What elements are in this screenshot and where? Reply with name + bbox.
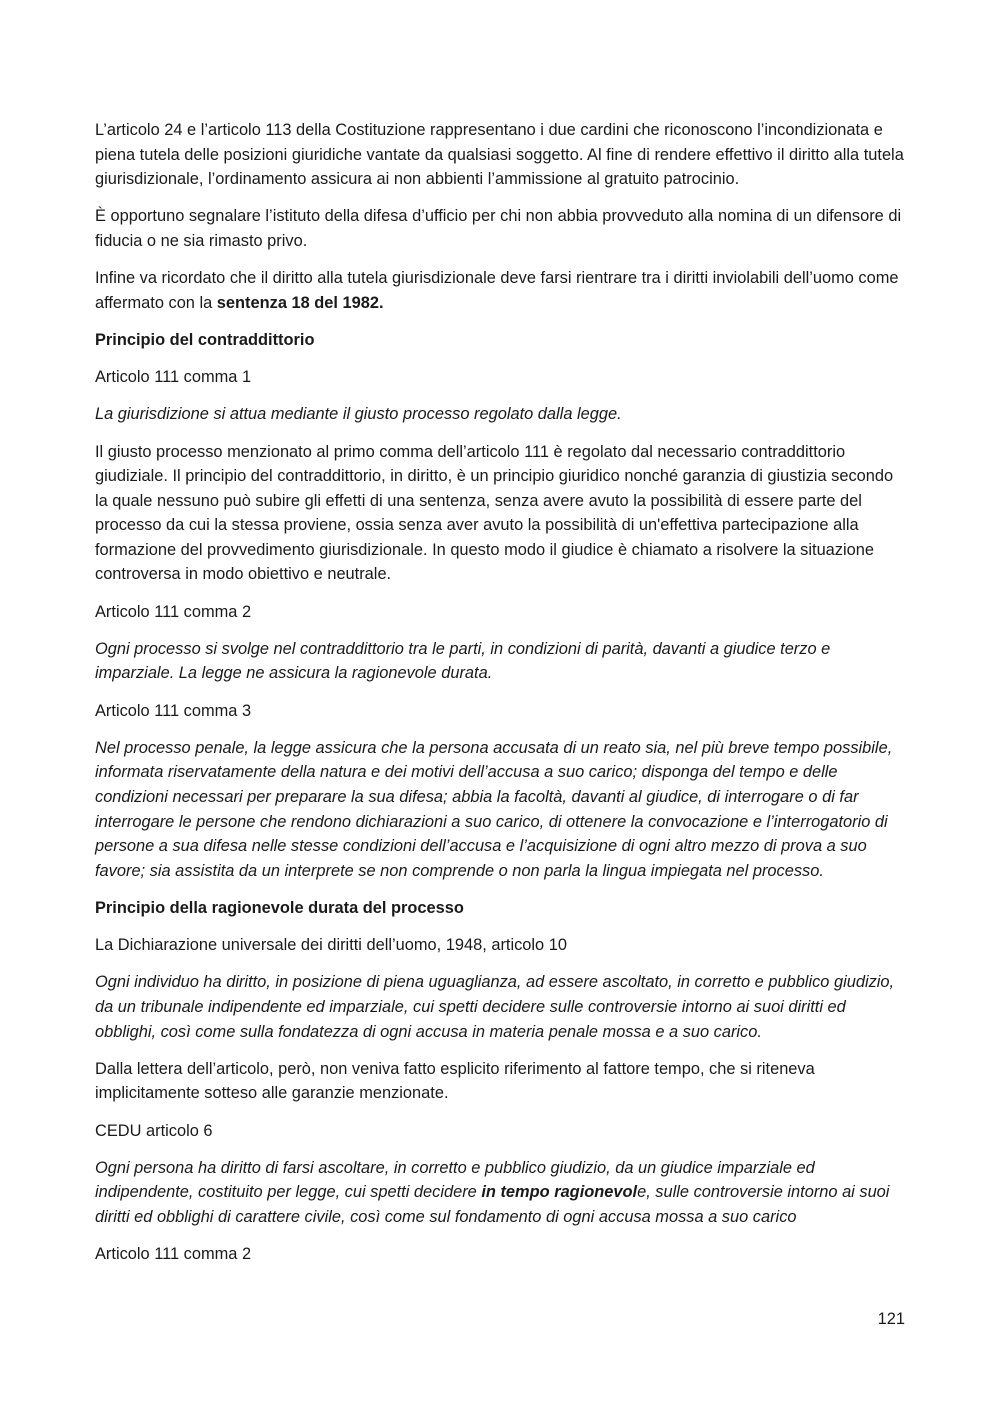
- text-segment: Articolo 111 comma 2: [95, 1245, 252, 1264]
- section-heading: [95, 896, 907, 921]
- paragraph: [95, 266, 907, 315]
- text-segment: Articolo 111 comma 3: [95, 701, 252, 720]
- quoted-text: [95, 970, 907, 1044]
- text-segment: Ogni processo si svolge nel contraddittorio tra le parti, in condizioni di parità, davanti a giudice terzo e imparziale. La legge ne assicura la ragionevole durata.: [95, 639, 831, 683]
- text-segment: Ogni persona ha diritto di farsi ascoltare, in corretto e pubblico giudizio, da un giudice imparziale ed indipendente, costituito per legge, cui spetti decidere: [95, 1158, 815, 1202]
- quoted-text: [95, 402, 907, 427]
- text-segment: Il giusto processo menzionato al primo comma dell’articolo 111 è regolato dal necessario contraddittorio giudiziale. Il principio del contraddittorio, in diritto, è un principio giuridico nonché garanzia di giustizia secondo la quale nessuno può subire gli effetti di una sentenza, senza avere avuto la possibilità di essere parte del processo da cui la stessa proviene, ossia senza aver avuto la possibilità di un'effettiva partecipazione alla formazione del provvedimento giurisdizionale. In questo modo il giudice è chiamato a risolvere la situazione controversa in modo obiettivo e neutrale.: [95, 442, 894, 584]
- paragraph: [95, 699, 907, 724]
- bold-text: sentenza 18 del 1982.: [216, 293, 384, 312]
- paragraph: [95, 933, 907, 958]
- text-segment: Principio della ragionevole durata del processo: [95, 898, 464, 917]
- text-segment: Infine va ricordato che il diritto alla tutela giurisdizionale deve farsi rientrare tra i diritti inviolabili dell’uomo come affermato con la: [95, 269, 899, 312]
- quoted-text: [95, 1156, 907, 1230]
- section-heading: [95, 328, 907, 353]
- text-segment: Principio del contraddittorio: [95, 330, 315, 349]
- quoted-text: [95, 736, 907, 884]
- paragraph: [95, 1119, 907, 1144]
- text-segment: Dalla lettera dell’articolo, però, non veniva fatto esplicito riferimento al fattore tempo, che si riteneva implicitamente sotteso alle garanzie menzionate.: [95, 1059, 815, 1103]
- text-segment: Ogni individuo ha diritto, in posizione di piena uguaglianza, ad essere ascoltato, in corretto e pubblico giudizio, da un tribunale indipendente ed imparziale, cui spetti decidere sulle controversie intorno ai suoi diritti ed obblighi, così come sulla fondatezza di ogni accusa in materia penale mossa e a suo carico.: [95, 973, 895, 1041]
- paragraph: [95, 440, 907, 588]
- bold-text: in tempo ragionevol: [481, 1183, 638, 1202]
- quoted-text: [95, 637, 907, 686]
- text-segment: L’articolo 24 e l’articolo 113 della Costituzione rappresentano i due cardini che riconoscono l’incondizionata e piena tutela delle posizioni giuridiche vantate da qualsiasi soggetto. Al fine di rendere effettivo il diritto alla tutela giurisdizionale, l’ordinamento assicura ai non abbienti l’ammissione al gratuito patrocinio.: [95, 121, 904, 189]
- page-number: 121: [877, 1310, 905, 1328]
- paragraph: [95, 365, 907, 390]
- paragraph: [95, 118, 907, 192]
- text-segment: Articolo 111 comma 2: [95, 602, 252, 621]
- text-segment: Articolo 111 comma 1: [95, 368, 252, 387]
- paragraph: [95, 1057, 907, 1106]
- paragraph: [95, 204, 907, 253]
- paragraph: [95, 600, 907, 625]
- text-segment: È opportuno segnalare l’istituto della difesa d’ufficio per chi non abbia provveduto alla nomina di un difensore di fiducia o ne sia rimasto privo.: [95, 207, 902, 250]
- text-segment: CEDU articolo 6: [95, 1121, 213, 1140]
- text-segment: La giurisdizione si attua mediante il giusto processo regolato dalla legge.: [95, 405, 622, 424]
- text-segment: e, sulle controversie intorno ai suoi diritti ed obblighi di carattere civile, così come sul fondamento di ogni accusa mossa a suo carico: [95, 1183, 890, 1226]
- page-body: [95, 118, 907, 1279]
- paragraph: [95, 1242, 907, 1267]
- text-segment: Nel processo penale, la legge assicura che la persona accusata di un reato sia, nel più breve tempo possibile, informata riservatamente della natura e dei motivi dell’accusa a suo carico; disponga del tempo e delle condizioni necessari per preparare la sua difesa; abbia la facoltà, davanti al giudice, di interrogare o di far interrogare le persone che rendono dichiarazioni a suo carico, di ottenere la convocazione e l’interrogatorio di persone a sua difesa nelle stesse condizioni dell’accusa e l’acquisizione di ogni altro mezzo di prova a suo favore; sia assistita da un interprete se non comprende o non parla la lingua impiegata nel processo.: [95, 738, 893, 880]
- text-segment: La Dichiarazione universale dei diritti dell’uomo, 1948, articolo 10: [95, 936, 567, 955]
